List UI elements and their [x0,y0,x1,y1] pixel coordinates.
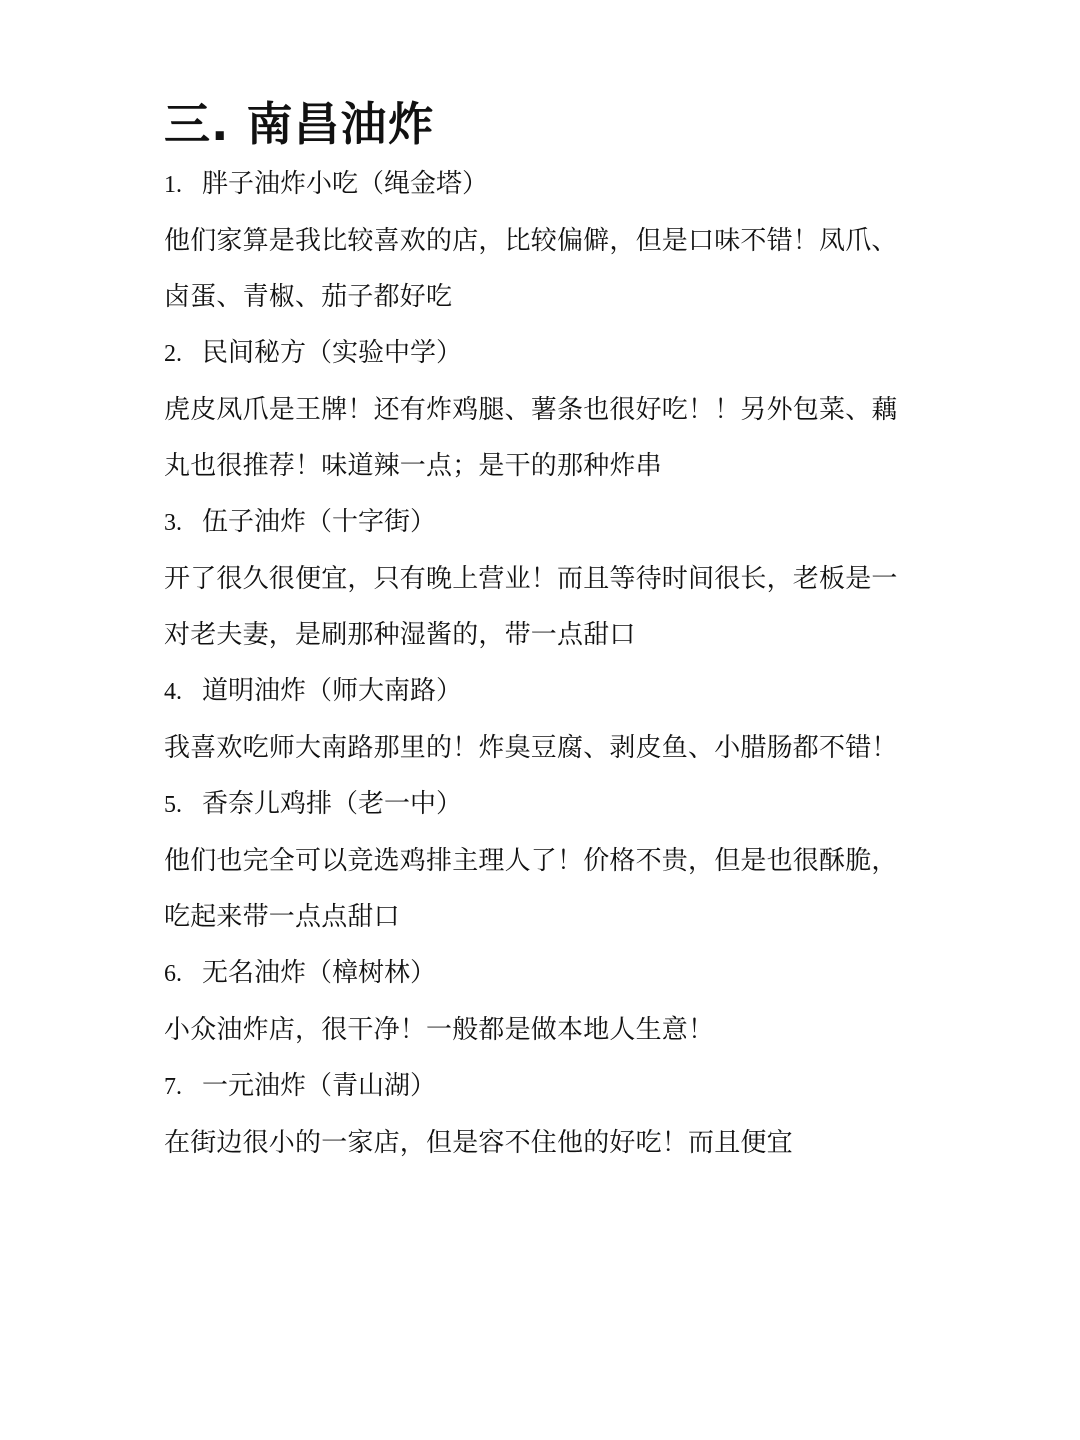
shop-description [164,382,944,494]
description-line: 他们也完全可以竞选鸡排主理人了！价格不贵，但是也很酥脆， [164,846,898,876]
entry-heading [164,776,944,833]
shop-name: 一元油炸（青山湖） [202,1071,437,1101]
shop-name: 伍子油炸（十字街） [202,507,437,537]
entry-number: 7. [164,1074,182,1100]
list-item [164,663,944,776]
entry-heading [164,156,944,213]
entry-heading [164,325,944,382]
shop-name: 道明油炸（师大南路） [202,676,463,706]
page-title: 三. 南昌油炸 [164,97,435,151]
entry-number: 5. [164,792,182,818]
entry-number: 6. [164,961,182,987]
entry-number: 3. [164,510,182,536]
document-page [164,92,944,1171]
entry-heading [164,945,944,1002]
description-line: 卤蛋、青椒、茄子都好吃 [164,282,453,312]
entry-heading [164,663,944,720]
description-line: 小众油炸店，很干净！一般都是做本地人生意！ [164,1015,715,1045]
list-item [164,776,944,945]
shop-description [164,1002,944,1058]
list-item [164,945,944,1058]
description-line: 吃起来带一点点甜口 [164,902,400,932]
description-line: 我喜欢吃师大南路那里的！炸臭豆腐、剥皮鱼、小腊肠都不错！ [164,733,898,763]
description-line: 开了很久很便宜，只有晚上营业！而且等待时间很长，老板是一 [164,564,898,594]
shop-description [164,720,944,776]
entry-number: 4. [164,679,182,705]
description-line: 他们家算是我比较喜欢的店，比较偏僻，但是口味不错！凤爪、 [164,226,898,256]
shop-list [164,156,944,1171]
list-item [164,494,944,663]
description-line: 对老夫妻，是刷那种湿酱的，带一点甜口 [164,620,636,650]
description-line: 丸也很推荐！味道辣一点；是干的那种炸串 [164,451,662,481]
list-item [164,1058,944,1171]
shop-description [164,833,944,945]
description-line: 虎皮凤爪是王牌！还有炸鸡腿、薯条也很好吃！！另外包菜、藕 [164,395,898,425]
shop-description [164,551,944,663]
shop-description [164,1115,944,1171]
entry-heading [164,1058,944,1115]
list-item [164,325,944,494]
shop-name: 胖子油炸小吃（绳金塔） [202,169,489,199]
description-line: 在街边很小的一家店，但是容不住他的好吃！而且便宜 [164,1128,793,1158]
list-item [164,156,944,325]
entry-number: 1. [164,172,182,198]
entry-number: 2. [164,341,182,367]
shop-name: 民间秘方（实验中学） [202,338,463,368]
shop-name: 无名油炸（樟树林） [202,958,437,988]
shop-name: 香奈儿鸡排（老一中） [202,789,463,819]
shop-description [164,213,944,325]
entry-heading [164,494,944,551]
